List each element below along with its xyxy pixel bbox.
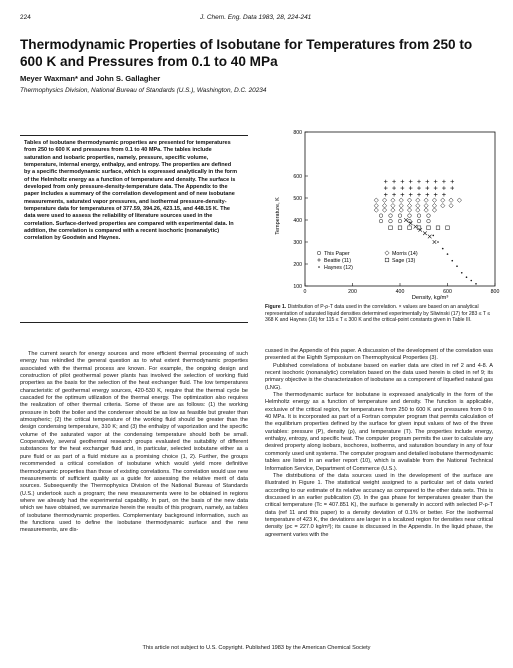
data-point-diamond bbox=[374, 204, 378, 208]
legend-label: Haynes (12) bbox=[324, 264, 353, 271]
x-tick-label: 400 bbox=[395, 289, 405, 295]
data-point-diamond bbox=[416, 204, 420, 208]
data-point-star bbox=[442, 248, 444, 250]
data-point-x bbox=[433, 240, 437, 244]
data-point-plus bbox=[392, 193, 396, 197]
data-point-star bbox=[447, 253, 449, 255]
data-point-plus bbox=[442, 193, 446, 197]
y-tick-label: 500 bbox=[293, 196, 302, 202]
data-point-circle bbox=[389, 219, 393, 223]
data-point-diamond bbox=[382, 204, 386, 208]
abstract-top-rule bbox=[20, 135, 248, 136]
figure-caption bbox=[265, 304, 493, 324]
journal-citation: J. Chem. Eng. Data 1983, 28, 224-241 bbox=[200, 14, 312, 21]
data-point-plus bbox=[434, 186, 438, 190]
data-point-diamond bbox=[407, 208, 411, 212]
data-point-square bbox=[408, 226, 412, 230]
data-point-star bbox=[318, 266, 320, 268]
data-point-star bbox=[470, 280, 472, 282]
data-point-plus bbox=[450, 180, 454, 184]
data-point-diamond bbox=[432, 198, 436, 202]
chart-legend bbox=[317, 251, 418, 271]
page-footer: This article not subject to U.S. Copyright. Published 1983 by the American Chemical Society bbox=[142, 645, 371, 651]
data-point-circle bbox=[379, 219, 383, 223]
data-point-x bbox=[428, 235, 432, 239]
legend-label: Morris (14) bbox=[392, 250, 418, 257]
data-point-circle bbox=[317, 251, 321, 255]
data-point-plus bbox=[392, 180, 396, 184]
x-tick-label: 800 bbox=[490, 289, 500, 295]
data-point-diamond bbox=[457, 198, 461, 202]
data-point-plus bbox=[409, 186, 413, 190]
data-point-plus bbox=[401, 193, 405, 197]
data-point-diamond bbox=[399, 208, 403, 212]
caption-text: Distribution of P-ρ-T data used in the correlation. × values are based on an analytical representation of saturated liquid densities determined experimentally by Sliwinski (17) for 283 ≤ T ≤ 368 K and Haynes (16) for 115 ≤ T ≤ 300 K and the critical-point constants given in Table III. bbox=[265, 304, 491, 324]
data-point-plus bbox=[417, 180, 421, 184]
data-point-diamond bbox=[407, 198, 411, 202]
y-tick-label: 100 bbox=[293, 284, 302, 290]
data-point-plus bbox=[317, 258, 321, 262]
data-point-diamond bbox=[424, 208, 428, 212]
data-point-star bbox=[466, 276, 468, 278]
authors: Meyer Waxman* and John S. Gallagher bbox=[20, 74, 161, 83]
data-point-star bbox=[437, 241, 439, 243]
data-point-plus bbox=[442, 180, 446, 184]
data-point-plus bbox=[426, 180, 430, 184]
data-point-x bbox=[409, 222, 413, 226]
paragraph: The thermodynamic surface for isobutane is expressed analytically in the form of the Helmholtz energy as a function of temperature and density. The function is applicable, exclusive of the critical region, for temperatures from 250 to 600 K and pressures from 0 to 40 MPa. It is incorporated as part of a Fortran computer program that permits calculation of the equilibrium properties defined by the surface for given input values of two of the three variables: pressure (P), density (ρ), and temperature (T). The properties include energy, enthalpy, entropy, and specific heat. The computer program permits the user to calculate any desired property along isobars, isochores, isotherms, and saturation boundary in any of four commonly used unit systems. The computer program and detailed isobutane thermodynamic tables are listed in an earlier report (10), which is available from the National Technical Information Service, Department of Commerce (U.S.). bbox=[265, 392, 493, 472]
data-point-diamond bbox=[391, 204, 395, 208]
data-point-square bbox=[427, 226, 431, 230]
data-point-circle bbox=[417, 219, 421, 223]
data-point-diamond bbox=[374, 208, 378, 212]
data-point-diamond bbox=[432, 204, 436, 208]
data-point-plus bbox=[384, 180, 388, 184]
data-point-circle bbox=[427, 219, 431, 223]
affiliation: Thermophysics Division, National Bureau of Standards (U.S.), Washington, D.C. 20234 bbox=[20, 87, 267, 94]
data-point-x bbox=[423, 231, 427, 235]
data-point-x bbox=[418, 228, 422, 232]
data-point-circle bbox=[427, 214, 431, 218]
x-tick-label: 600 bbox=[443, 289, 452, 295]
body-column-right bbox=[265, 348, 493, 539]
data-point-diamond bbox=[441, 198, 445, 202]
data-point-diamond bbox=[441, 204, 445, 208]
y-tick-label: 600 bbox=[293, 174, 302, 180]
data-point-circle bbox=[379, 214, 383, 218]
data-point-plus bbox=[384, 186, 388, 190]
data-point-diamond bbox=[449, 198, 453, 202]
data-point-diamond bbox=[399, 198, 403, 202]
data-point-plus bbox=[417, 186, 421, 190]
data-point-diamond bbox=[432, 208, 436, 212]
x-tick-label: 0 bbox=[303, 289, 307, 295]
data-point-x bbox=[404, 218, 408, 222]
x-axis-label: Density, kg/m³ bbox=[411, 295, 449, 301]
data-point-circle bbox=[389, 214, 393, 218]
abstract: Tables of isobutane thermodynamic properties are presented for temperatures from 250 to 600 K and pressures from 0.1 to 40 MPa. The tables include saturation and isobaric properties, namely, pressure, specific volume, temperature, internal energy, enthalpy, and entropy. The properties are defined by a specific thermodynamic surface, which is expressed analytically in the form of the Helmholtz energy as a function of temperature and density. The surface is developed from only pressure-density-temperature data. The Appendix to the paper includes a summary of the correlation development and of new isobutane measurements, saturated vapor pressures, and isothermal pressure-density-temperature data for temperatures of 377.59, 394.26, 423.15, and 448.15 K. The data were used to assess the reliability of literature sources used in the correlation. Surface-derived properties are compared with experimental data. In addition, the correlation is compared with a recent isochoric (nonanalytic) correlation by Goodwin and Haynes. bbox=[24, 140, 238, 242]
data-point-plus bbox=[384, 193, 388, 197]
page-number: 224 bbox=[20, 14, 31, 21]
data-point-star bbox=[456, 265, 458, 267]
data-point-diamond bbox=[416, 208, 420, 212]
data-point-plus bbox=[434, 193, 438, 197]
data-point-square bbox=[436, 226, 440, 230]
y-tick-label: 800 bbox=[293, 130, 302, 136]
data-point-star bbox=[451, 260, 453, 262]
legend-label: Sage (13) bbox=[392, 257, 416, 264]
body-column-left bbox=[20, 351, 248, 535]
data-point-diamond bbox=[424, 204, 428, 208]
data-point-diamond bbox=[382, 198, 386, 202]
data-point-plus bbox=[434, 180, 438, 184]
data-point-plus bbox=[401, 180, 405, 184]
y-tick-label: 300 bbox=[293, 240, 302, 246]
data-point-diamond bbox=[374, 198, 378, 202]
data-point-diamond bbox=[391, 208, 395, 212]
data-point-diamond bbox=[407, 204, 411, 208]
data-point-star bbox=[432, 235, 434, 237]
data-point-x bbox=[414, 225, 418, 229]
paragraph: The distributions of the data sources used in the development of the surface are illustrated in Figure 1. The statistical weight assigned to a particular set of data varied according to our estimate of its relative accuracy as compared to the other data sets. This is discussed in an earlier publication (3). In the gas phase for temperatures greater than the critical temperature (Tc = 407.851 K), the surface is generally in accord with selected P-ρ-T data (ref 11 and this paper) to a density deviation of 0.1% or better. For the isothermal temperature of 423 K, the deviations are larger in a localized region for densities near critical density (ρc = 227.0 kg/m³); its cause is discussed in the Appendix. In the liquid phase, the agreement varies with the bbox=[265, 472, 493, 538]
data-point-plus bbox=[442, 186, 446, 190]
data-point-diamond bbox=[385, 251, 389, 255]
y-tick-label: 200 bbox=[293, 262, 302, 268]
data-point-diamond bbox=[449, 204, 453, 208]
data-point-diamond bbox=[399, 204, 403, 208]
legend-label: Beattie (11) bbox=[324, 257, 351, 264]
data-point-diamond bbox=[424, 198, 428, 202]
data-point-circle bbox=[398, 219, 402, 223]
data-point-circle bbox=[408, 214, 412, 218]
data-point-diamond bbox=[391, 198, 395, 202]
abstract-bottom-rule bbox=[20, 322, 248, 323]
data-point-square bbox=[385, 258, 389, 262]
y-tick-label: 400 bbox=[293, 218, 302, 224]
data-point-diamond bbox=[382, 208, 386, 212]
article-title: Thermodynamic Properties of Isobutane for Temperatures from 250 to 600 K and Pressures from 0.1 to 40 MPa bbox=[20, 37, 473, 69]
data-point-square bbox=[389, 226, 393, 230]
data-point-plus bbox=[426, 186, 430, 190]
paragraph: cussed in the Appendix of this paper. A discussion of the development of the correlation was presented at the Eighth Symposium on Thermophysical Properties (3). bbox=[265, 348, 493, 362]
data-point-square bbox=[446, 226, 450, 230]
x-tick-label: 200 bbox=[348, 289, 357, 295]
chart-marks bbox=[374, 180, 477, 285]
data-point-plus bbox=[426, 193, 430, 197]
data-point-plus bbox=[409, 193, 413, 197]
data-point-diamond bbox=[416, 198, 420, 202]
data-point-square bbox=[398, 226, 402, 230]
data-point-plus bbox=[409, 180, 413, 184]
data-point-plus bbox=[450, 186, 454, 190]
data-point-plus bbox=[392, 186, 396, 190]
data-point-star bbox=[461, 272, 463, 274]
data-point-plus bbox=[417, 193, 421, 197]
data-point-circle bbox=[398, 214, 402, 218]
y-axis-label: Temperature, K bbox=[275, 197, 281, 235]
data-point-plus bbox=[401, 186, 405, 190]
data-point-star bbox=[475, 283, 477, 285]
data-point-circle bbox=[417, 214, 421, 218]
paragraph: The current search for energy sources and more efficient thermal processing of such energy has rekindled the general question as to what extent thermodynamic properties associated with the thermal process are known. For example, the ongoing design and construction of pilot geothermal power plants has involved the selection of working fluid properties as the basis for the selection of the heat exchanger fluid. The low temperatures characteristic of geothermal energy sources, 420-530 K, require that the thermal cycle be cascaded for the optimum utilization of the thermal energy. The optimization also requires the realization of other thermal criteria. Some of these are as follows: (1) the working pressure in both the boiler and the condenser should be as low as feasible but greater than atmospheric; (2) the critical temperature of the working fluid should be greater than the design condensing temperature, 310 K; and (3) the enthalpy of vaporization and the specific volume of the saturated vapor at the condensing temperature should both be small. Cooperatively, several geothermal research groups evaluated the suitability of different substances for the heat exchanger fluid and, in particular, selected isobutane either as a pure fluid or as part of a fluid mixture as a promising choice (1, 2). Further, the groups recommended a critical correlation of isobutane which would yield more definitive thermodynamic properties than those of existing correlations. The correlation would use new measurements of sufficient quality as a guide for assessing the relative merit of data sources. Subsequently the Thermophysics Division of the National Bureau of Standards (U.S.) undertook such a program; the new measurements were to be obtained in regions where we already had the experimental capability. In part, on the basis of the new data which we have obtained, we summarize herein the results of this program, namely, as tables of isobutane thermodynamic properties. Complementary background information, such as the functions used to define the isobutane thermodynamic surface and the new measurements, are dis- bbox=[20, 351, 248, 534]
caption-label: Figure 1. bbox=[265, 304, 287, 310]
legend-label: This Paper bbox=[324, 250, 350, 257]
paragraph: Published correlations of isobutane based on earlier data are cited in ref 2 and 4-8. A recent isochoric (nonanalytic) correlation based on the data used herein is cited in ref 9; its primary objective is the characterization of isobutane as a component of liquefied natural gas (LNG). bbox=[265, 362, 493, 391]
figure-1-chart bbox=[265, 126, 505, 302]
